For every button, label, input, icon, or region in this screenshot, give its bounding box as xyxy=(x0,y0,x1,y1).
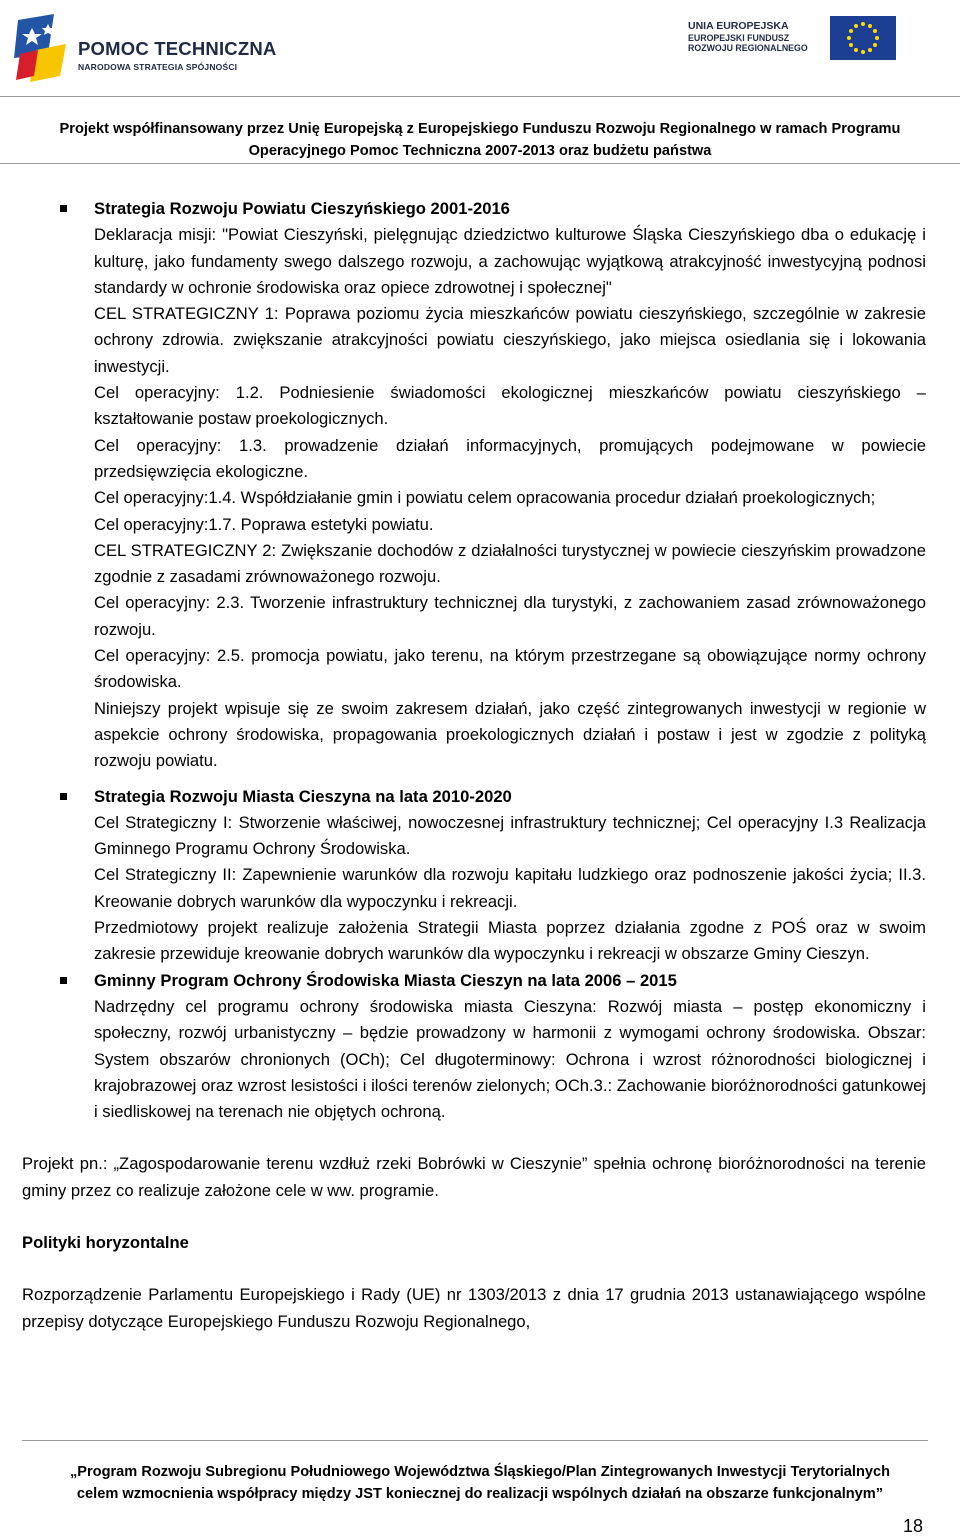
strategy-paragraph: Cel Strategiczny II: Zapewnienie warunków dla rozwoju kapitału ludzkiego oraz podnoszenie jakości życia; II.3. Kreowanie dobrych warunków dla wypoczynku i rekreacji. xyxy=(94,865,926,911)
eu-logo-text xyxy=(688,20,808,53)
strategy-paragraph: Cel operacyjny: 1.3. prowadzenie działań informacyjnych, promujących podejmowane w powiecie przedsięwzięcia ekologiczne. xyxy=(94,435,926,481)
document-body xyxy=(22,196,926,1335)
strategy-paragraph: Nadrzędny cel programu ochrony środowiska miasta Cieszyna: Rozwój miasta – postęp ekonomiczny i społeczny, rozwój urbanistyczny – będzie prowadzony w harmonii z wymogami ochrony środowiska. Obszar: System obszarów chronionych (OCh); Cel długoterminowy: Ochrona i wzrost różnorodności biologicznej i krajobrazowej oraz wzrost lesistości i ilości terenów zielonych; OCh.3.: Zachowanie bioróżnorodności gatunkowej i siedliskowej na terenach nie objętych ochroną. xyxy=(94,996,926,1122)
page-header xyxy=(0,0,960,96)
strategy-title: Gminny Program Ochrony Środowiska Miasta Cieszyn na lata 2006 – 2015 xyxy=(94,970,677,990)
eu-line-1: UNIA EUROPEJSKA xyxy=(688,20,789,32)
footer-caption xyxy=(0,1461,960,1505)
section-heading: Polityki horyzontalne xyxy=(22,1232,189,1252)
footer-line-2: celem wzmocnienia współpracy między JST koniecznej do realizacji wspólnych działań na obszarze funkcjonalnym” xyxy=(76,1486,884,1502)
horizontal-policies-block xyxy=(22,1230,926,1335)
project-statement: Projekt pn.: „Zagospodarowanie terenu wzdłuż rzeki Bobrówki w Cieszynie” spełnia ochronę bioróżnorodności na terenie gminy przez co realizuje założone cele w ww. programie. xyxy=(22,1154,926,1200)
strategy-paragraph: Niniejszy projekt wpisuje się ze swoim zakresem działań, jako część zintegrowanych inwestycji w regionie w aspekcie ochrony środowiska, propagowania proekologicznych działań i postaw i jest w zgodzie z polityką rozwoju powiatu. xyxy=(94,698,926,771)
header-divider-bottom xyxy=(0,163,960,164)
page-number: 18 xyxy=(903,1516,924,1536)
footer-divider xyxy=(22,1440,928,1441)
project-statement-block xyxy=(22,1151,926,1204)
strategy-paragraph: Cel operacyjny: 2.3. Tworzenie infrastruktury technicznej dla turystyki, z zachowaniem zasad zrównoważonego rozwoju. xyxy=(94,593,926,639)
cofinancing-caption xyxy=(0,118,960,162)
strategy-powiat xyxy=(22,196,926,775)
caption-line-2: Operacyjnego Pomoc Techniczna 2007-2013 oraz budżetu państwa xyxy=(248,143,712,159)
brand-subtitle: NARODOWA STRATEGIA SPÓJNOŚCI xyxy=(78,62,238,72)
strategy-paragraph: Cel operacyjny: 2.5. promocja powiatu, jako terenu, na którym przestrzegane są obowiązujące normy ochrony środowiska. xyxy=(94,646,926,692)
brand-title: POMOC TECHNICZNA xyxy=(78,38,277,59)
pomoc-techniczna-logo xyxy=(14,14,277,86)
strategy-paragraph: CEL STRATEGICZNY 2: Zwiększanie dochodów z działalności turystycznej w powiecie cieszyńskim prowadzone zgodnie z zasadami zrównoważonego rozwoju. xyxy=(94,540,926,587)
strategy-paragraph: Cel operacyjny:1.4. Współdziałanie gmin i powiatu celem opracowania procedur działań proekologicznych; xyxy=(94,488,876,508)
strategy-paragraph: Cel operacyjny:1.7. Poprawa estetyki powiatu. xyxy=(94,514,434,534)
bullet-square-icon xyxy=(60,205,67,212)
strategy-paragraph: Cel operacyjny: 1.2. Podniesienie świadomości ekologicznej mieszkańców powiatu cieszyńskiego – kształtowanie postaw proekologicznych. xyxy=(94,383,926,429)
strategy-title: Strategia Rozwoju Powiatu Cieszyńskiego 2001-2016 xyxy=(94,199,510,218)
header-divider xyxy=(0,96,960,97)
strategy-gpos xyxy=(22,968,926,1126)
strategy-paragraph: CEL STRATEGICZNY 1: Poprawa poziomu życia mieszkańców powiatu cieszyńskiego, szczególnie w zakresie ochrony zdrowia. zwiększanie atrakcyjności powiatu cieszyńskiego, jako miejsca osiedlania się i lokowania inwestycji. xyxy=(94,304,926,376)
eu-line-3: ROZWOJU REGIONALNEGO xyxy=(688,43,808,53)
strategy-title: Strategia Rozwoju Miasta Cieszyna na lata 2010-2020 xyxy=(94,786,512,806)
bullet-square-icon xyxy=(60,793,67,800)
strategy-miasto xyxy=(22,784,926,968)
eu-logo xyxy=(686,12,910,62)
pomoc-techniczna-emblem-icon xyxy=(14,14,74,86)
eu-flag-icon xyxy=(830,16,896,60)
footer-line-1: „Program Rozwoju Subregionu Południowego Województwa Śląskiego/Plan Zintegrowanych Inwestycji Terytorialnych xyxy=(69,1464,891,1480)
strategy-paragraph: Deklaracja misji: "Powiat Cieszyński, pielęgnując dziedzictwo kulturowe Śląska Cieszyńskiego dba o edukację i kulturę, jako fundamenty swego dalszego rozwoju, a zachowując wyjątkową atrakcyjność inwestycyjną podnosi standardy w ochronie środowiska oraz opiece zdrowotnej i społecznej" xyxy=(94,225,926,297)
eu-line-2: EUROPEJSKI FUNDUSZ xyxy=(688,33,790,43)
strategy-paragraph: Cel Strategiczny I: Stworzenie właściwej, nowoczesnej infrastruktury technicznej; Cel operacyjny I.3 Realizacja Gminnego Programu Ochrony Środowiska. xyxy=(94,812,926,859)
caption-line-1: Projekt współfinansowany przez Unię Europejską z Europejskiego Funduszu Rozwoju Regionalnego w ramach Programu xyxy=(59,121,901,137)
strategy-paragraph: Przedmiotowy projekt realizuje założenia Strategii Miasta poprzez działania zgodne z POŚ oraz w swoim zakresie przewiduje kreowanie dobrych warunków dla wypoczynku i rekreacji w obszarze Gminy Cieszyn. xyxy=(94,918,926,964)
horizontal-policies-text: Rozporządzenie Parlamentu Europejskiego i Rady (UE) nr 1303/2013 z dnia 17 grudnia 2013 ustanawiającego wspólne przepisy dotyczące Europejskiego Funduszu Rozwoju Regionalnego, xyxy=(22,1285,926,1331)
bullet-square-icon xyxy=(60,977,67,984)
